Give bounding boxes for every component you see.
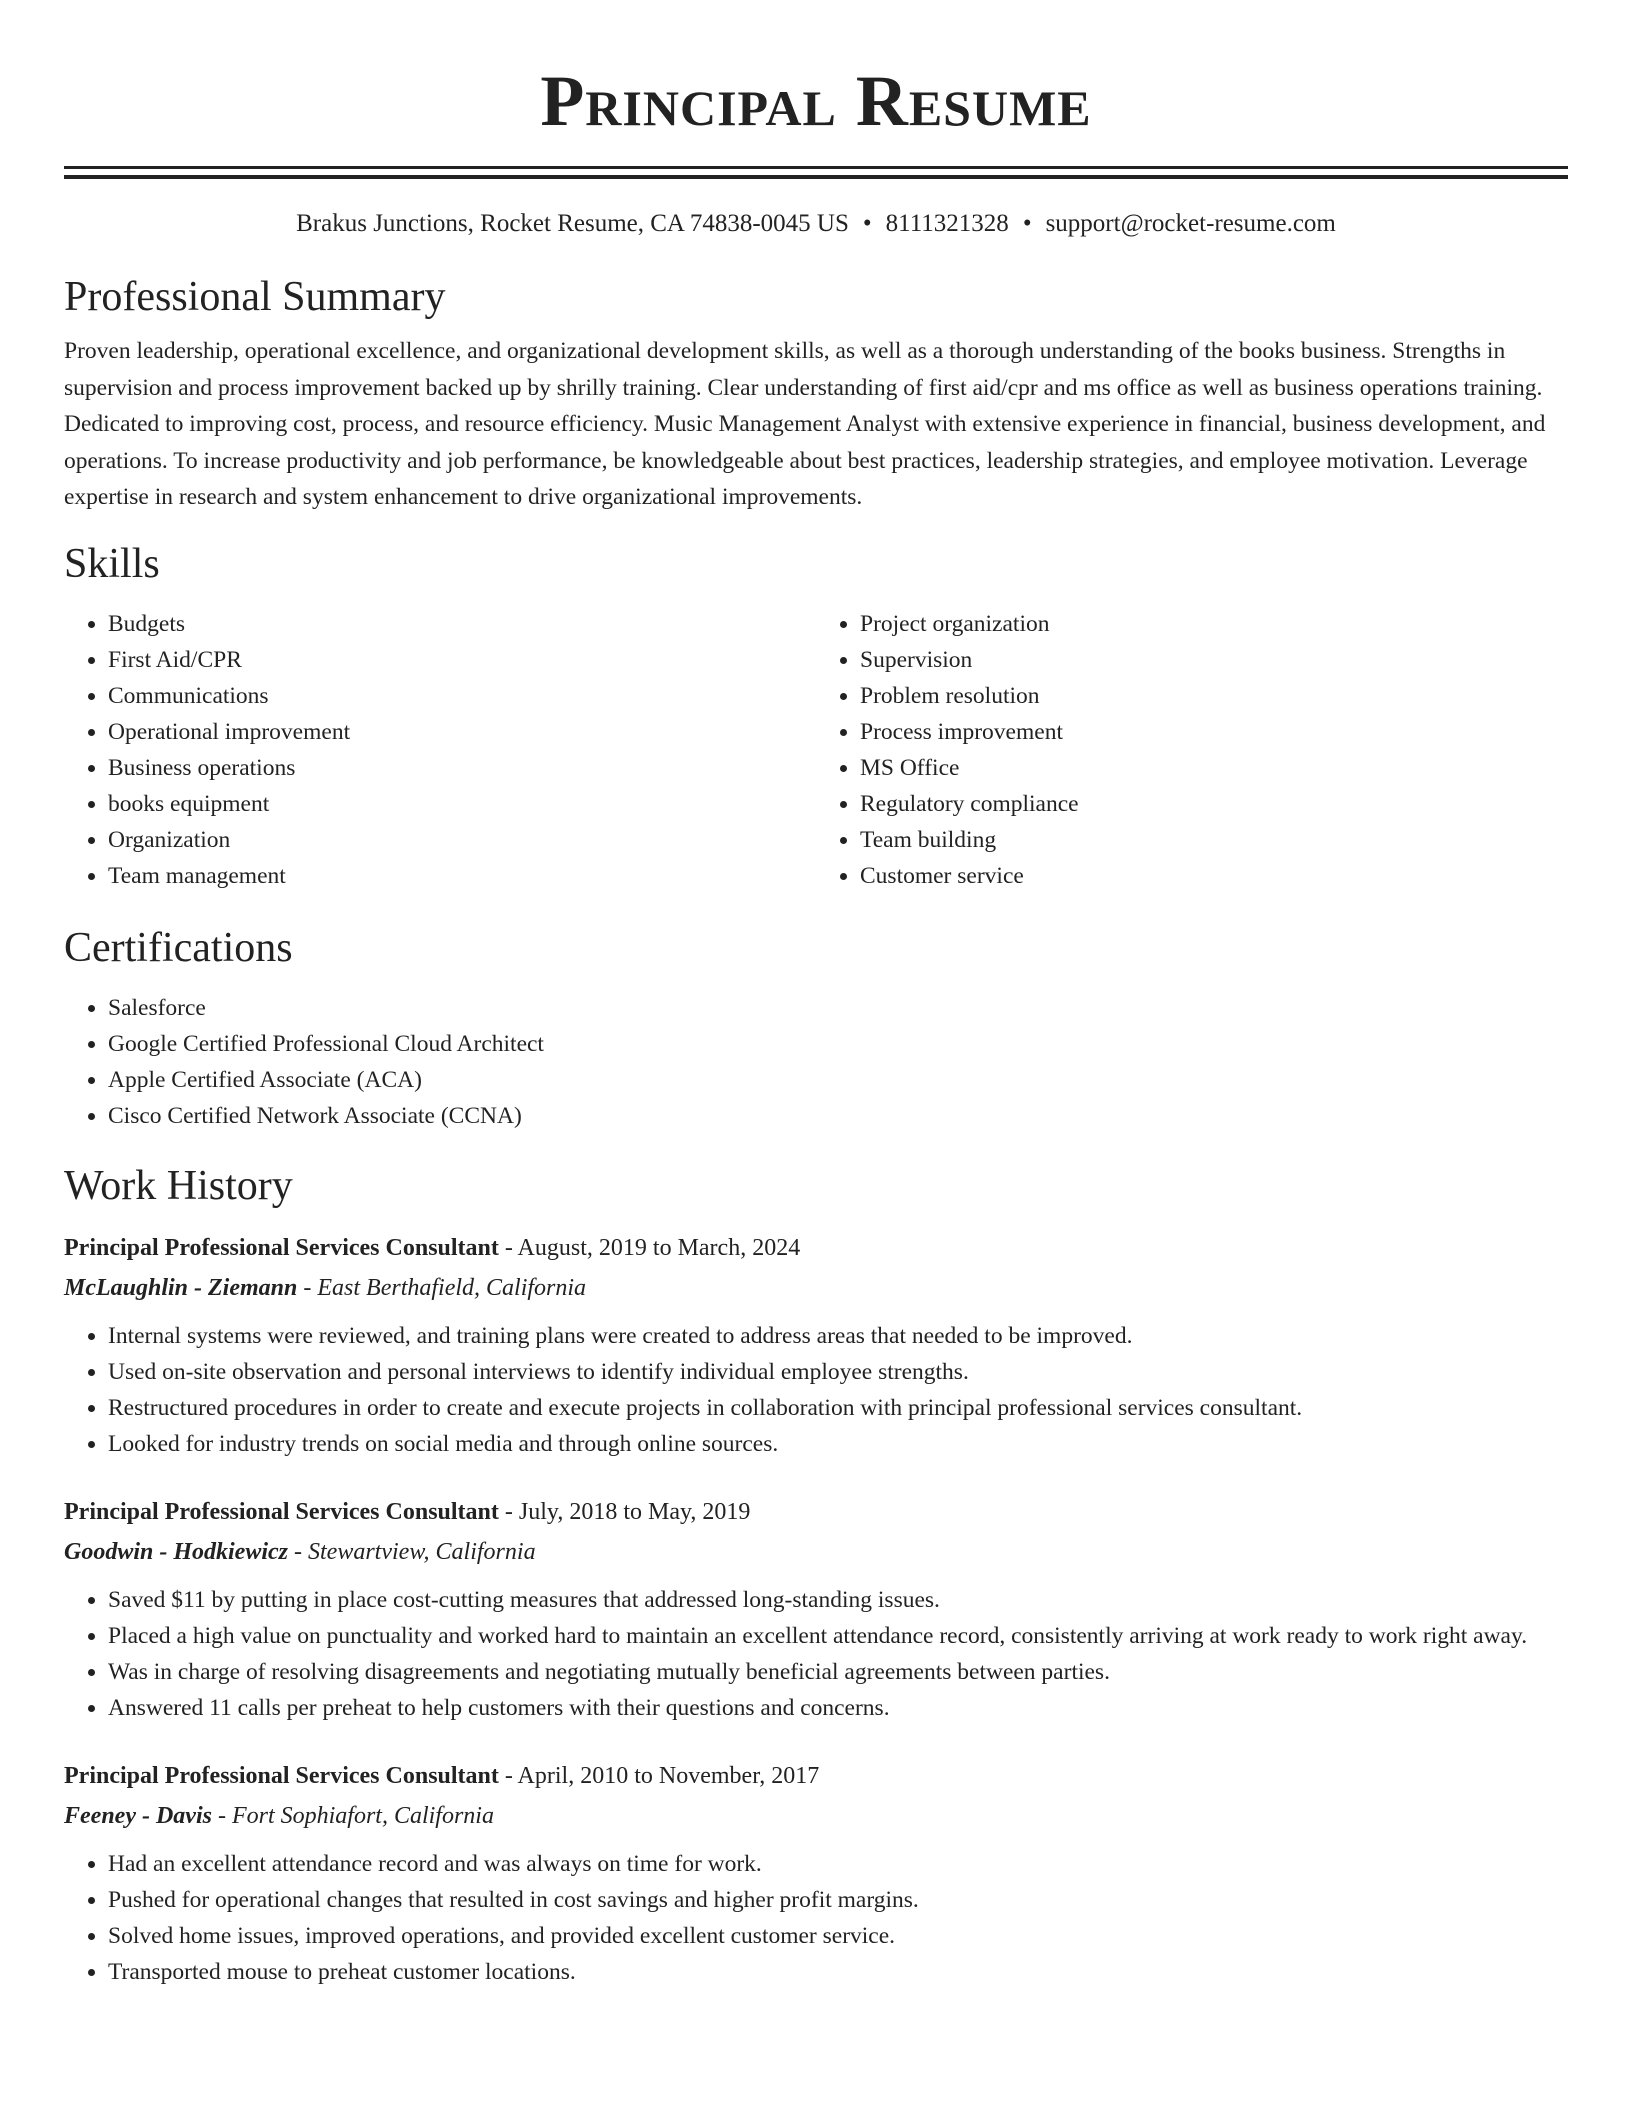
job-bullet: • Internal systems were reviewed, and training plans were created to address areas that needed to be improved. xyxy=(108,1318,1568,1354)
skill-item: • Problem resolution xyxy=(860,678,1568,714)
contact-line xyxy=(64,207,1568,241)
section-heading-certifications: Certifications xyxy=(64,924,293,971)
section-heading-summary: Professional Summary xyxy=(64,274,446,320)
job-bullet: • Solved home issues, improved operations, and provided excellent customer service. xyxy=(108,1918,1568,1954)
title-divider xyxy=(64,166,1568,179)
job-bullet: • Placed a high value on punctuality and worked hard to maintain an excellent attendance record, consistently arriving at work ready to work right away. xyxy=(108,1618,1568,1654)
job-location: - Stewartview, California xyxy=(288,1538,536,1565)
skill-item: • Customer service xyxy=(860,858,1568,894)
contact-address: Brakus Junctions, Rocket Resume, CA 74838-0045 US xyxy=(296,210,849,237)
skill-item: • Project organization xyxy=(860,606,1568,642)
skill-item: • Operational improvement xyxy=(108,714,816,750)
skills-section xyxy=(64,536,1568,894)
contact-separator: • xyxy=(1022,210,1032,237)
job-bullet: • Transported mouse to preheat customer locations. xyxy=(108,1954,1568,1990)
job-entry xyxy=(64,1228,1568,1462)
skill-item: • MS Office xyxy=(860,750,1568,786)
job-location: - East Berthafield, California xyxy=(297,1274,587,1301)
work-history-section xyxy=(64,1158,1568,1990)
job-employer xyxy=(64,1268,1568,1308)
job-bullets xyxy=(64,1318,1568,1462)
job-bullet: • Looked for industry trends on social media and through online sources. xyxy=(108,1426,1568,1462)
job-dates: - August, 2019 to March, 2024 xyxy=(498,1234,801,1261)
certification-item: • Cisco Certified Network Associate (CCNA) xyxy=(108,1098,1568,1134)
job-location: - Fort Sophiafort, California xyxy=(211,1802,494,1829)
section-heading-work-history: Work History xyxy=(64,1162,293,1209)
job-heading xyxy=(64,1228,1568,1268)
contact-phone: 8111321328 xyxy=(885,210,1009,237)
job-company: Goodwin - Hodkiewicz xyxy=(64,1538,289,1565)
contact-separator: • xyxy=(862,210,872,237)
skill-item: • Organization xyxy=(108,822,816,858)
section-heading-skills: Skills xyxy=(64,540,160,587)
skill-item: • Supervision xyxy=(860,642,1568,678)
job-role: Principal Professional Services Consultant xyxy=(64,1762,499,1789)
job-bullets xyxy=(64,1846,1568,1990)
job-bullet: • Was in charge of resolving disagreements and negotiating mutually beneficial agreements between parties. xyxy=(108,1654,1568,1690)
summary-text: Proven leadership, operational excellence, and organizational development skills, as well as a thorough understanding of the books business. Strengths in supervision and process improvement backed up by shrilly training. Clear understanding of first aid/cpr and ms office as well as business operations training. Dedicated to improving cost, process, and resource efficiency. Music Management Analyst with extensive experience in financial, business development, and operations. To increase productivity and job performance, be knowledgeable about best practices, leadership strategies, and employee motivation. Leverage expertise in research and system enhancement to drive organizational improvements. xyxy=(64,338,1546,510)
job-bullet: • Answered 11 calls per preheat to help customers with their questions and concerns. xyxy=(108,1690,1568,1726)
job-company: Feeney - Davis xyxy=(64,1802,212,1829)
job-company: McLaughlin - Ziemann xyxy=(64,1274,298,1301)
resume-page xyxy=(64,0,1568,1990)
job-bullets xyxy=(64,1582,1568,1726)
job-bullet: • Had an excellent attendance record and was always on time for work. xyxy=(108,1846,1568,1882)
certification-item: • Apple Certified Associate (ACA) xyxy=(108,1062,1568,1098)
contact-email: support@rocket-resume.com xyxy=(1045,210,1336,237)
job-employer xyxy=(64,1532,1568,1572)
job-role: Principal Professional Services Consultant xyxy=(64,1234,499,1261)
job-employer xyxy=(64,1796,1568,1836)
job-heading xyxy=(64,1492,1568,1532)
job-bullet: • Pushed for operational changes that resulted in cost savings and higher profit margins. xyxy=(108,1882,1568,1918)
job-entry xyxy=(64,1756,1568,1990)
skills-list-right xyxy=(816,606,1568,894)
job-dates: - April, 2010 to November, 2017 xyxy=(498,1762,820,1789)
skill-item: • Budgets xyxy=(108,606,816,642)
certifications-list xyxy=(64,990,1568,1134)
skill-item: • Team management xyxy=(108,858,816,894)
skills-list-left xyxy=(64,606,816,894)
skills-columns xyxy=(64,606,1568,894)
skill-item: • books equipment xyxy=(108,786,816,822)
certifications-section xyxy=(64,920,1568,1134)
job-dates: - July, 2018 to May, 2019 xyxy=(498,1498,751,1525)
certification-item: • Google Certified Professional Cloud Architect xyxy=(108,1026,1568,1062)
skill-item: • Regulatory compliance xyxy=(860,786,1568,822)
skill-item: • Business operations xyxy=(108,750,816,786)
job-bullet: • Restructured procedures in order to create and execute projects in collaboration with principal professional services consultant. xyxy=(108,1390,1568,1426)
skill-item: • First Aid/CPR xyxy=(108,642,816,678)
job-heading xyxy=(64,1756,1568,1796)
skill-item: • Communications xyxy=(108,678,816,714)
job-bullet: • Saved $11 by putting in place cost-cutting measures that addressed long-standing issues. xyxy=(108,1582,1568,1618)
job-bullet: • Used on-site observation and personal interviews to identify individual employee strengths. xyxy=(108,1354,1568,1390)
skill-item: • Team building xyxy=(860,822,1568,858)
job-role: Principal Professional Services Consultant xyxy=(64,1498,499,1525)
summary-section xyxy=(64,269,1568,516)
resume-title: Principal Resume xyxy=(540,61,1092,141)
certification-item: • Salesforce xyxy=(108,990,1568,1026)
job-entry xyxy=(64,1492,1568,1726)
skill-item: • Process improvement xyxy=(860,714,1568,750)
